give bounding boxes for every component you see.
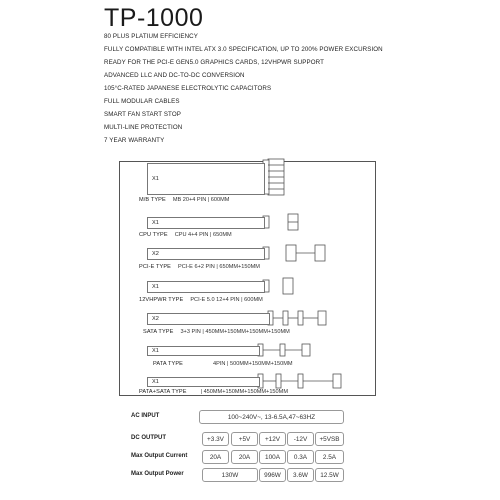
feature-item: READY FOR THE PCI-E GEN5.0 GRAPHICS CARDS, 12VHPWR SUPPORT — [104, 59, 325, 66]
cable-spec: CPU 4+4 PIN | 650MM — [174, 232, 232, 238]
dc-output-cell: +5VSB — [315, 432, 344, 446]
cable-box-12vhpwr — [147, 281, 265, 293]
max-power-cell: 130W — [202, 468, 258, 482]
cable-spec: PCI-E 6+2 PIN | 650MM+150MM — [177, 264, 260, 270]
cable-label-sata — [143, 329, 290, 335]
max-current-label: Max Output Current — [131, 453, 188, 459]
cable-qty: X2 — [152, 316, 159, 322]
cable-type: CPU TYPE — [139, 232, 168, 238]
cable-type: PATA+SATA TYPE — [139, 389, 187, 395]
cable-spec: 3+3 PIN | 450MM+150MM+150MM+150MM — [180, 329, 290, 335]
feature-item: FULLY COMPATIBLE WITH INTEL ATX 3.0 SPECIFICATION, UP TO 200% POWER EXCURSION — [104, 46, 383, 53]
cable-box-pcie — [147, 248, 265, 260]
feature-item: SMART FAN START STOP — [104, 111, 181, 118]
cable-box-pata — [147, 346, 260, 356]
max-current-cell: 2.5A — [315, 450, 344, 464]
cable-box-cpu — [147, 217, 265, 229]
cable-label-pata — [153, 361, 293, 367]
max-current-cell: 20A — [202, 450, 229, 464]
hpwr-connector-icon — [263, 278, 293, 294]
dc-output-label: DC OUTPUT — [131, 435, 166, 441]
cable-qty: X2 — [152, 251, 159, 257]
cable-label-pata-sata — [139, 389, 288, 395]
feature-item: ADVANCED LLC AND DC-TO-DC CONVERSION — [104, 72, 245, 79]
cable-box-sata — [147, 313, 270, 325]
max-power-cell: 3.6W — [287, 468, 314, 482]
max-current-cell: 100A — [259, 450, 286, 464]
dc-output-cell: -12V — [287, 432, 314, 446]
cable-qty: X1 — [152, 176, 159, 182]
cpu-connector-icon — [263, 214, 298, 230]
cable-qty: X1 — [152, 379, 159, 385]
mb-connector-icon — [263, 159, 284, 195]
cable-spec: 4PIN | 500MM+150MM+150MM — [213, 361, 293, 367]
cable-label-mb — [139, 197, 229, 203]
feature-item: MULTI-LINE PROTECTION — [104, 124, 183, 131]
cable-qty: X1 — [152, 220, 159, 226]
cable-type: 12VHPWR TYPE — [139, 297, 184, 303]
cable-label-12vhpwr — [139, 297, 263, 303]
pcie-connector-icon — [263, 245, 325, 261]
cable-spec: | 450MM+150MM+150MM+150MM — [200, 389, 288, 395]
cable-type: M/B TYPE — [139, 197, 166, 203]
cable-qty: X1 — [152, 284, 159, 290]
cable-type: PCI-E TYPE — [139, 264, 171, 270]
pata-connector-icon — [258, 344, 310, 356]
cable-spec: MB 20+4 PIN | 600MM — [172, 197, 230, 203]
max-power-label: Max Output Power — [131, 471, 184, 477]
dc-output-cell: +12V — [259, 432, 286, 446]
product-title: TP-1000 — [104, 4, 204, 32]
feature-item: FULL MODULAR CABLES — [104, 98, 180, 105]
ac-input-value: 100~240V~, 13-6.5A,47~63HZ — [199, 410, 344, 424]
cable-box-pata-sata — [147, 377, 260, 387]
feature-item: 7 YEAR WARRANTY — [104, 137, 165, 144]
cable-box-mb — [147, 163, 265, 195]
ac-input-label: AC INPUT — [131, 413, 160, 419]
pata-sata-connector-icon — [258, 374, 341, 388]
max-power-cell: 996W — [259, 468, 286, 482]
max-current-cell: 20A — [231, 450, 258, 464]
dc-output-cell: +5V — [231, 432, 258, 446]
max-power-cell: 12.5W — [315, 468, 344, 482]
sata-connector-icon — [268, 311, 326, 325]
cable-spec: PCI-E 5.0 12+4 PIN | 600MM — [190, 297, 263, 303]
max-current-cell: 0.3A — [287, 450, 314, 464]
feature-item: 105°C-RATED JAPANESE ELECTROLYTIC CAPACITORS — [104, 85, 272, 92]
cable-type: PATA TYPE — [153, 361, 184, 367]
cable-qty: X1 — [152, 348, 159, 354]
feature-item: 80 PLUS PLATIUM EFFICIENCY — [104, 33, 198, 40]
cable-label-cpu — [139, 232, 232, 238]
cable-label-pcie — [139, 264, 260, 270]
cable-type: SATA TYPE — [143, 329, 174, 335]
dc-output-cell: +3.3V — [202, 432, 229, 446]
